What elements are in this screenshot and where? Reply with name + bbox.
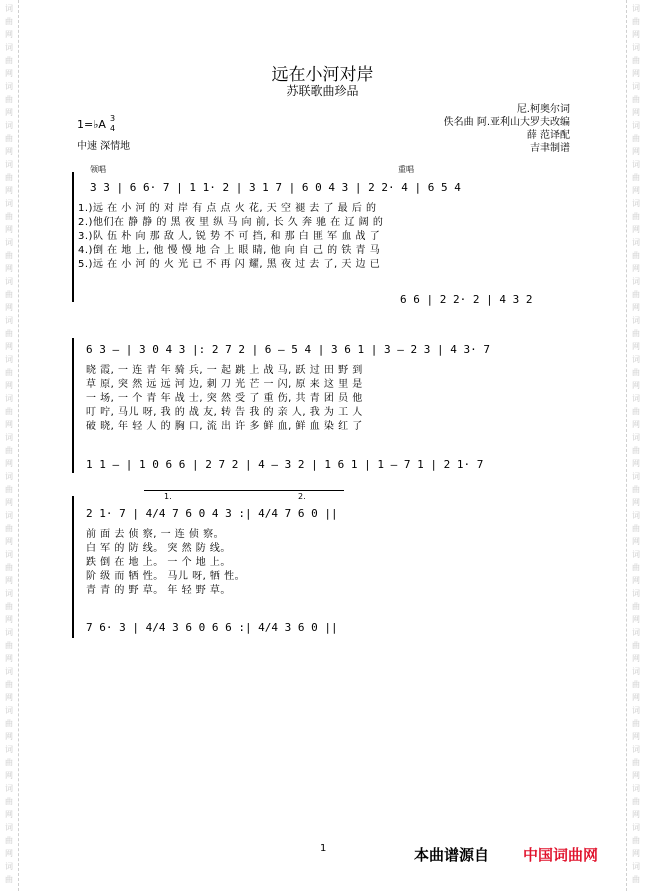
watermark-char: 网 [5,498,13,507]
watermark-char: 词 [632,160,640,169]
watermark-char: 词 [632,394,640,403]
watermark-char: 曲 [5,836,13,845]
watermark-char: 网 [632,810,640,819]
system1-lyric-verse-2: 2.)他们在 静 静 的 黑 夜 里 纵 马 向 前, 长 久 奔 驰 在 辽 阔 的 [78,217,384,228]
watermark-char: 词 [5,355,13,364]
system3-lower-notes: 7 6· 3 | 4/4 3 6 0 6 6 :| 4/4 3 6 0 || [86,621,338,634]
watermark-char: 网 [632,849,640,858]
key-signature: 1=♭A [77,118,106,131]
watermark-char: 曲 [632,134,640,143]
credit-lyricist: 尼.柯奥尔词 [516,104,570,115]
watermark-char: 网 [632,225,640,234]
watermark-char: 曲 [5,368,13,377]
watermark-char: 网 [5,225,13,234]
watermark-char: 网 [632,498,640,507]
system3-lyric-verse-4: 阶 级 而 牺 性。 马儿 呀, 牺 性。 [86,571,246,582]
watermark-char: 词 [5,394,13,403]
watermark-char: 网 [632,381,640,390]
watermark-char: 网 [5,459,13,468]
watermark-char: 曲 [632,368,640,377]
watermark-char: 网 [5,30,13,39]
watermark-char: 网 [5,420,13,429]
watermark-char: 词 [5,43,13,52]
watermark-char: 词 [632,199,640,208]
score-subtitle: 苏联歌曲珍品 [286,84,359,98]
watermark-char: 词 [5,745,13,754]
watermark-char: 词 [5,82,13,91]
watermark-char: 网 [5,693,13,702]
watermark-char: 网 [5,849,13,858]
system2-lyric-verse-1: 晓 霞, 一 连 青 年 骑 兵, 一 起 跳 上 战 马, 跃 过 田 野 到 [86,365,363,376]
system2-lyric-verse-2: 草 原, 突 然 远 远 河 边, 刺 刀 光 芒 一 闪, 原 来 这 里 是 [86,379,363,390]
watermark-char: 网 [632,615,640,624]
watermark-char: 词 [5,784,13,793]
watermark-char: 曲 [632,602,640,611]
watermark-char: 词 [5,862,13,871]
watermark-char: 词 [5,550,13,559]
watermark-char: 词 [632,511,640,520]
watermark-char: 词 [5,121,13,130]
watermark-char: 曲 [5,563,13,572]
watermark-char: 曲 [5,485,13,494]
watermark-char: 曲 [5,797,13,806]
watermark-char: 曲 [5,680,13,689]
watermark-char: 曲 [5,95,13,104]
watermark-char: 词 [5,238,13,247]
watermark-char: 词 [5,4,13,13]
system1-upper-notes: 3 3 | 6 6· 7 | 1 1· 2 | 3 1 7 | 6 0 4 3 | 2 2· 4 | 6 5 4 [90,181,461,194]
watermark-char: 曲 [5,641,13,650]
watermark-char: 网 [5,381,13,390]
watermark-char: 词 [632,82,640,91]
watermark-char: 曲 [632,95,640,104]
watermark-char: 曲 [632,485,640,494]
credit-composer: 佚名曲 阿.亚利山大罗夫改编 [443,117,570,128]
watermark-char: 网 [632,30,640,39]
volta-second-ending: 2. [298,492,306,501]
watermark-char: 词 [632,784,640,793]
watermark-char: 词 [632,745,640,754]
watermark-char: 网 [5,615,13,624]
watermark-char: 词 [632,706,640,715]
watermark-char: 曲 [5,173,13,182]
system1-lyric-verse-1: 1.)远 在 小 河 的 对 岸 有 点 点 火 花, 天 空 褪 去 了 最 后 的 [78,203,377,214]
system3-lyric-verse-3: 跌 倒 在 地 上。 一 个 地 上。 [86,557,231,568]
watermark-char: 词 [5,472,13,481]
watermark-char: 网 [5,69,13,78]
watermark-char: 网 [5,771,13,780]
watermark-char: 网 [632,342,640,351]
watermark-char: 网 [5,264,13,273]
volta-first-ending: 1. [164,492,172,501]
watermark-char: 词 [5,277,13,286]
system3-upper-notes: 2 1· 7 | 4/4 7 6 0 4 3 :| 4/4 7 6 0 || [86,507,338,520]
watermark-char: 网 [632,576,640,585]
watermark-char: 曲 [632,56,640,65]
watermark-char: 网 [632,459,640,468]
time-signature-top: 3 [110,114,116,123]
watermark-char: 词 [632,823,640,832]
watermark-char: 网 [5,186,13,195]
watermark-char: 曲 [5,719,13,728]
system3-lyric-verse-1: 前 面 去 侦 察, 一 连 侦 察。 [86,529,225,540]
watermark-char: 网 [632,147,640,156]
watermark-char: 曲 [5,446,13,455]
watermark-char: 词 [632,316,640,325]
watermark-char: 网 [632,186,640,195]
watermark-char: 词 [632,589,640,598]
watermark-char: 词 [632,472,640,481]
system1-lyric-verse-5: 5.)远 在 小 河 的 火 光 已 不 再 闪 耀, 黑 夜 过 去 了, 天 边 已 [78,259,381,270]
watermark-char: 词 [5,511,13,520]
watermark-char: 词 [5,199,13,208]
watermark-char: 曲 [632,563,640,572]
watermark-char: 词 [5,316,13,325]
watermark-char: 曲 [632,680,640,689]
watermark-char: 词 [632,238,640,247]
watermark-char: 词 [632,862,640,871]
system2-brace [72,338,74,473]
watermark-char: 曲 [5,875,13,884]
watermark-char: 曲 [632,758,640,767]
system2-lyric-verse-5: 破 晓, 年 轻 人 的 胸 口, 流 出 许 多 鲜 血, 鲜 血 染 红 了 [86,421,363,432]
watermark-char: 曲 [632,173,640,182]
mark-solo: 领唱 [90,165,106,174]
system1-lyric-verse-4: 4.)倒 在 地 上, 他 慢 慢 地 合 上 眼 睛, 他 向 自 己 的 铁 青 马 [78,245,381,256]
footer-source-label: 本曲谱源自 [414,846,490,864]
watermark-char: 曲 [5,56,13,65]
system3-lyric-verse-2: 白 军 的 防 线。 突 然 防 线。 [86,543,231,554]
system1-brace [72,172,74,302]
watermark-char: 曲 [5,758,13,767]
watermark-char: 词 [632,43,640,52]
watermark-char: 词 [5,433,13,442]
watermark-char: 曲 [632,407,640,416]
watermark-char: 网 [632,420,640,429]
watermark-char: 曲 [5,212,13,221]
watermark-char: 网 [632,732,640,741]
watermark-char: 词 [632,667,640,676]
system2-upper-notes: 6 3 — | 3 0 4 3 |: 2 7 2 | 6 — 5 4 | 3 6 1 | 3 — 2 3 | 4 3· 7 [86,343,490,356]
watermark-char: 词 [5,706,13,715]
watermark-char: 曲 [632,446,640,455]
watermark-char: 曲 [632,719,640,728]
volta-line [144,490,344,491]
system3-lyric-verse-5: 青 青 的 野 草。 年 轻 野 草。 [86,585,231,596]
system2-lyric-verse-3: 一 场, 一 个 青 年 战 士, 突 然 受 了 重 伤, 共 青 团 员 他 [86,393,363,404]
watermark-char: 网 [632,69,640,78]
watermark-char: 词 [632,4,640,13]
watermark-char: 网 [5,303,13,312]
watermark-char: 网 [5,732,13,741]
watermark-char: 曲 [632,290,640,299]
watermark-char: 网 [632,264,640,273]
system2-lower-notes: 1 1 — | 1 0 6 6 | 2 7 2 | 4 — 3 2 | 1 6 1 | 1 — 7 1 | 2 1· 7 [86,458,484,471]
watermark-char: 网 [632,537,640,546]
watermark-char: 网 [632,303,640,312]
page-number: 1 [320,843,327,854]
watermark-char: 曲 [5,17,13,26]
watermark-char: 词 [632,355,640,364]
watermark-char: 网 [5,147,13,156]
watermark-char: 曲 [632,797,640,806]
watermark-char: 曲 [5,407,13,416]
watermark-char: 词 [5,823,13,832]
score-title: 远在小河对岸 [271,65,374,85]
tempo-marking: 中速 深情地 [77,141,131,152]
watermark-char: 网 [5,576,13,585]
watermark-char: 词 [632,628,640,637]
watermark-char: 曲 [5,251,13,260]
watermark-char: 网 [5,342,13,351]
system1-lyric-verse-3: 3.)队 伍 朴 向 那 敌 人, 锐 势 不 可 挡, 和 那 白 匪 军 血 战 了 [78,231,381,242]
watermark-char: 词 [632,433,640,442]
watermark-char: 曲 [632,17,640,26]
watermark-char: 网 [5,810,13,819]
watermark-char: 词 [5,628,13,637]
system2-lyric-verse-4: 叮 咛, 马儿 呀, 我 的 战 友, 转 告 我 的 亲 人, 我 为 工 人 [86,407,363,418]
watermark-char: 曲 [632,524,640,533]
watermark-char: 曲 [632,641,640,650]
watermark-char: 曲 [5,329,13,338]
watermark-char: 曲 [632,875,640,884]
mark-ensemble: 重唱 [398,165,414,174]
watermark-char: 词 [632,121,640,130]
watermark-char: 曲 [632,329,640,338]
watermark-char: 曲 [5,524,13,533]
system3-brace [72,496,74,638]
watermark-char: 网 [632,108,640,117]
watermark-char: 词 [632,550,640,559]
watermark-char: 词 [5,160,13,169]
watermark-char: 曲 [632,251,640,260]
watermark-char: 曲 [5,134,13,143]
watermark-char: 词 [5,667,13,676]
watermark-char: 曲 [632,212,640,221]
credit-engraver: 吉聿制谱 [530,143,570,154]
watermark-char: 曲 [5,602,13,611]
watermark-char: 网 [632,654,640,663]
footer-site-link[interactable]: 中国词曲网 [523,846,599,864]
watermark-char: 曲 [5,290,13,299]
time-signature-bottom: 4 [110,124,116,133]
watermark-strip-right [626,0,645,891]
watermark-strip-left [0,0,19,891]
watermark-char: 曲 [632,836,640,845]
credit-translator: 薛 范译配 [526,130,570,141]
watermark-char: 网 [5,108,13,117]
watermark-char: 网 [5,654,13,663]
watermark-char: 网 [632,771,640,780]
watermark-char: 词 [5,589,13,598]
watermark-char: 网 [632,693,640,702]
watermark-char: 词 [632,277,640,286]
system1-lower-notes: 6 6 | 2 2· 2 | 4 3 2 [400,293,533,306]
watermark-char: 网 [5,537,13,546]
